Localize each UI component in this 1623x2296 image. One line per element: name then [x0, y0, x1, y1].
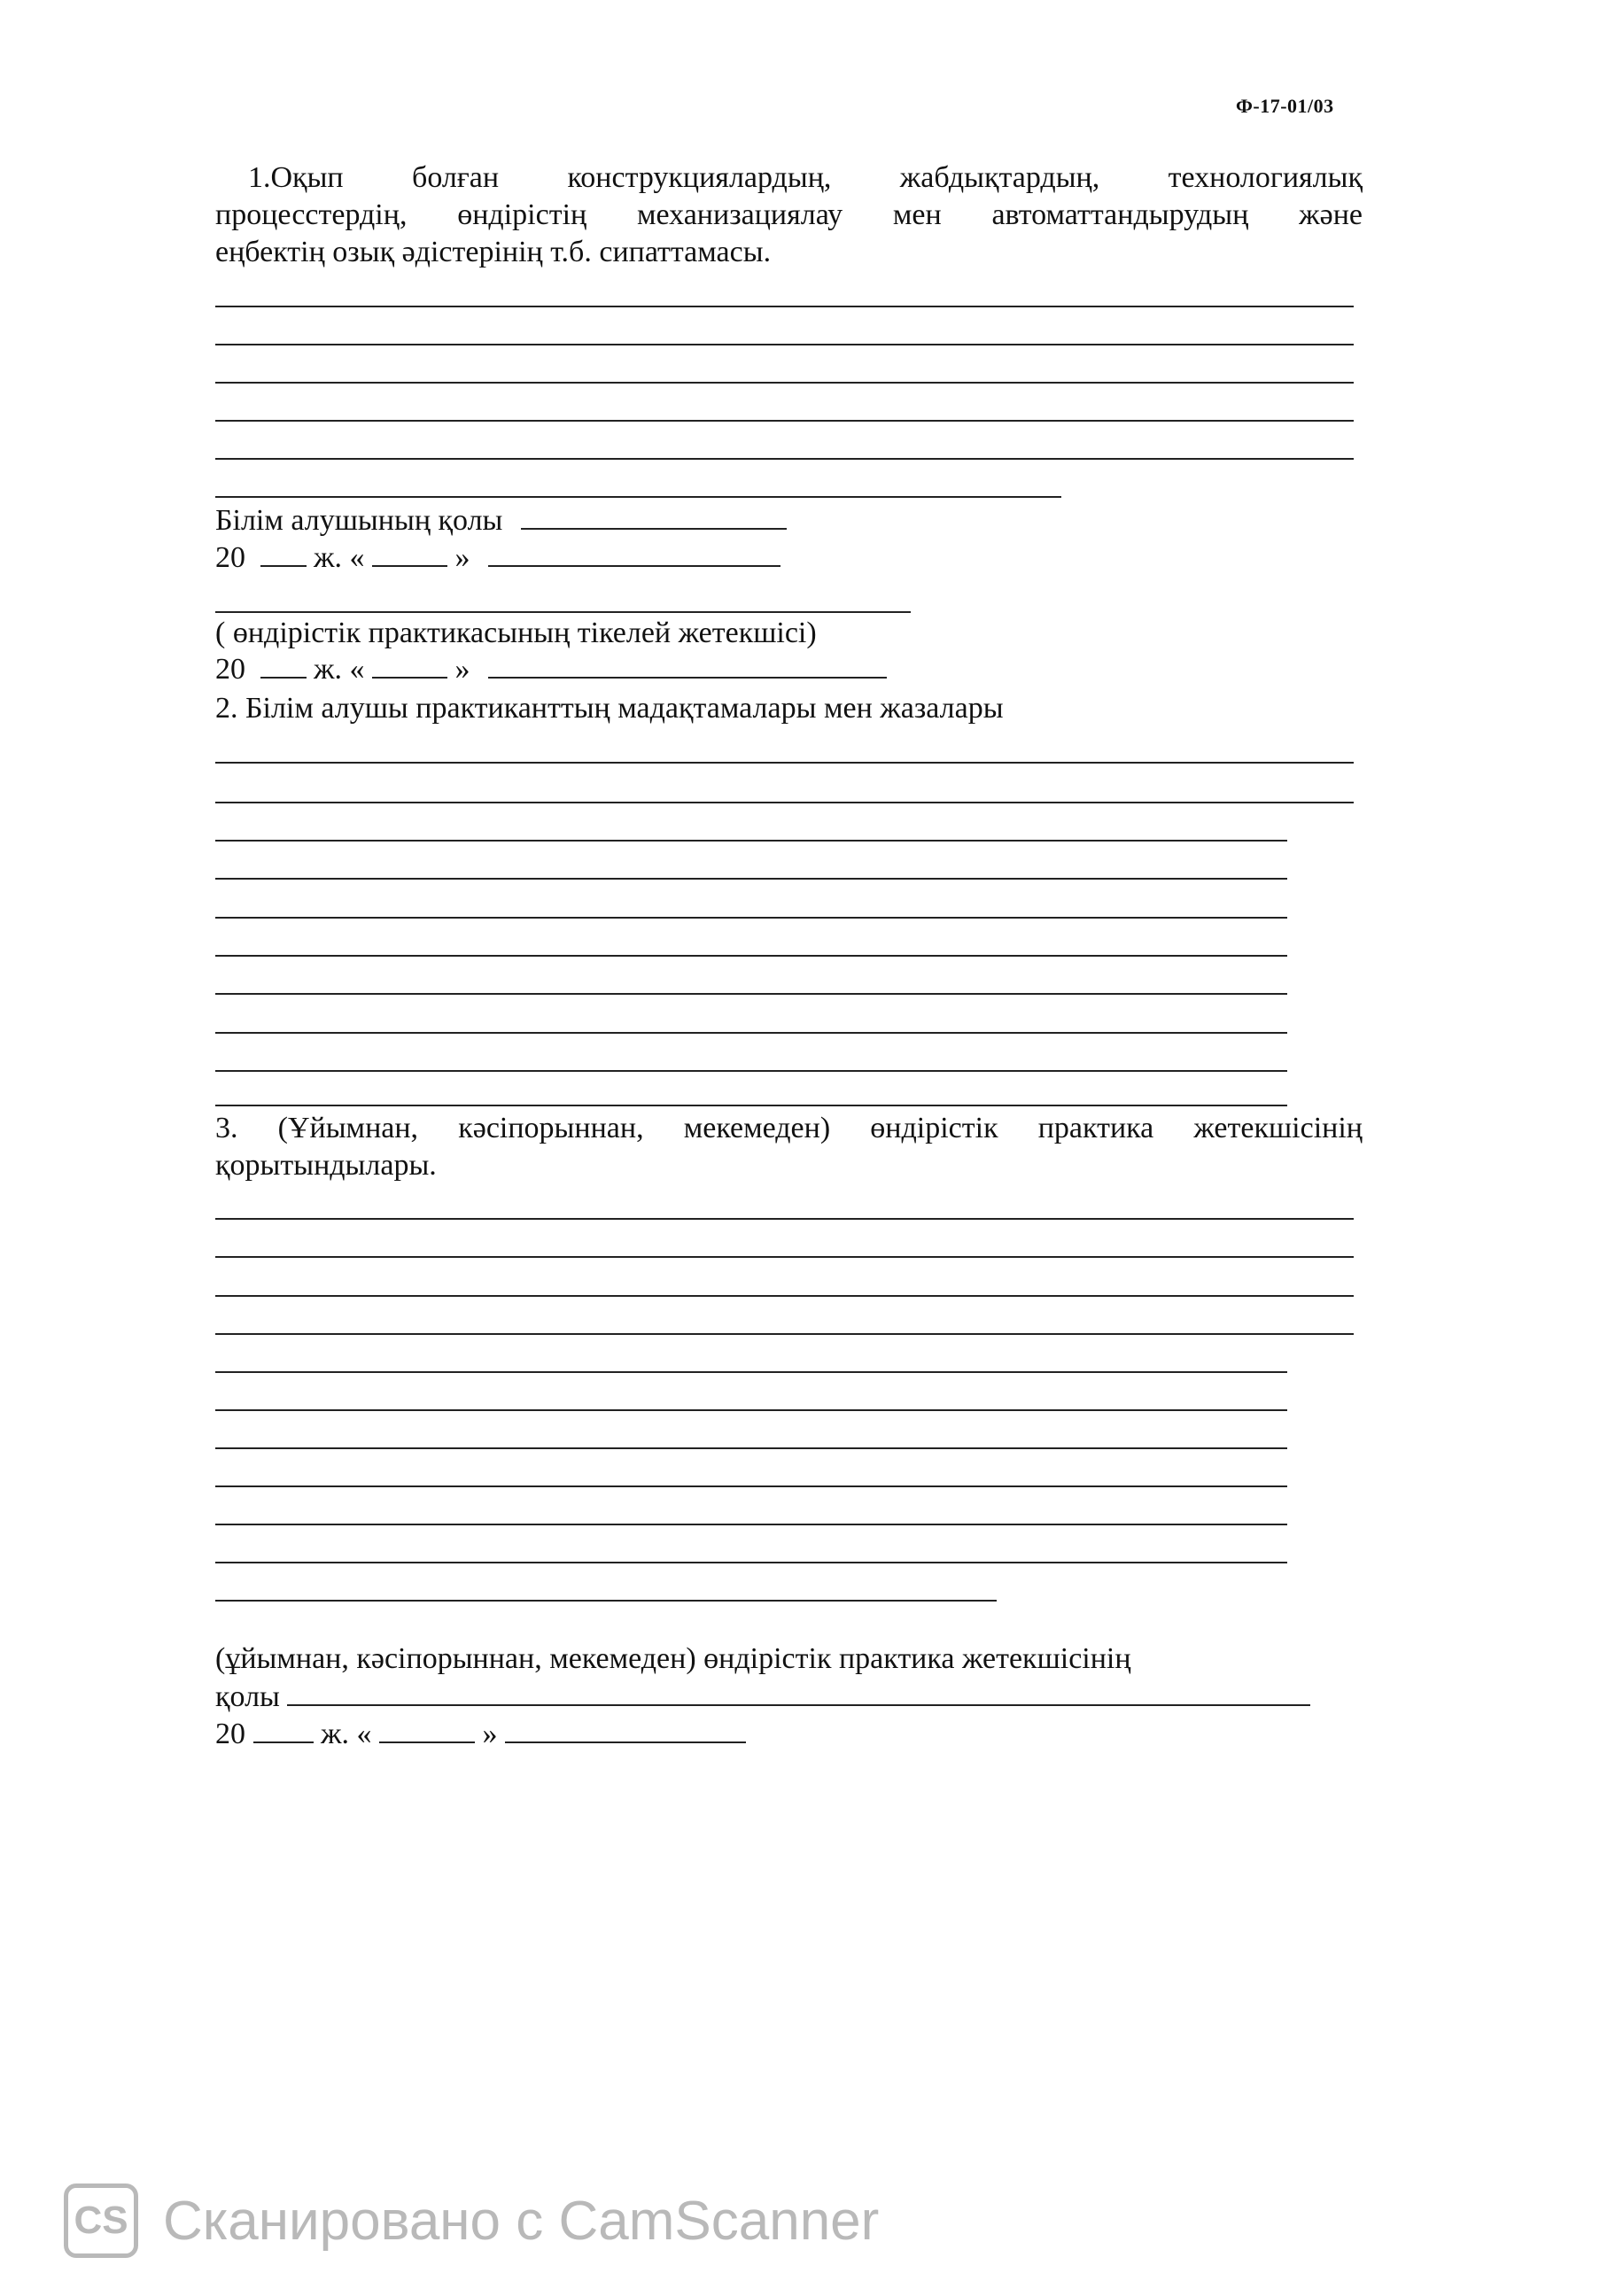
section1-line1: 1.Оқып болған конструкциялардың, жабдықтардың, технологиялық	[248, 161, 1363, 194]
section2-title: 2. Білім алушы практиканттың мадақтамалары мен жазалары	[215, 692, 1004, 725]
student-date-day-field[interactable]	[372, 539, 447, 567]
student-date-close: »	[454, 541, 470, 574]
org-date-year: 20	[215, 1718, 245, 1750]
student-date-mid: ж. «	[314, 541, 365, 574]
answer-line[interactable]	[215, 420, 1354, 422]
answer-line[interactable]	[215, 1032, 1287, 1034]
org-signature-field[interactable]	[287, 1678, 1310, 1706]
answer-line[interactable]	[215, 1562, 1287, 1563]
answer-line[interactable]	[215, 1447, 1287, 1449]
answer-line[interactable]	[215, 955, 1287, 957]
supervisor-date-month-field[interactable]	[488, 650, 887, 679]
supervisor-date-day-field[interactable]	[372, 650, 447, 679]
answer-line[interactable]	[215, 1256, 1354, 1258]
answer-line[interactable]	[215, 1218, 1354, 1220]
section3-line1: 3. (Ұйымнан, кәсіпорыннан, мекемеден) өндірістік практика жетекшісінің	[215, 1112, 1363, 1144]
answer-line[interactable]	[215, 802, 1354, 803]
supervisor-name-line[interactable]	[215, 611, 911, 613]
supervisor-date-close: »	[454, 653, 470, 686]
supervisor-date-row	[215, 650, 887, 687]
camscanner-logo-icon: CS	[64, 2184, 138, 2258]
form-code: Ф-17-01/03	[1236, 95, 1334, 117]
org-signature-row	[215, 1678, 1310, 1715]
answer-line[interactable]	[215, 1333, 1354, 1335]
answer-line[interactable]	[215, 840, 1287, 842]
answer-line[interactable]	[215, 1600, 997, 1602]
student-signature-row	[215, 501, 787, 539]
camscanner-text: Сканировано с CamScanner	[163, 2190, 880, 2252]
answer-line[interactable]	[215, 496, 1061, 498]
answer-line[interactable]	[215, 762, 1354, 764]
student-signature-field[interactable]	[521, 501, 787, 530]
answer-line[interactable]	[215, 382, 1354, 384]
section1-line2: процесстердің, өндірістің механизациялау мен автоматтандырудың және	[215, 198, 1363, 231]
answer-line[interactable]	[215, 1105, 1287, 1106]
org-signature-caption: (ұйымнан, кәсіпорыннан, мекемеден) өндірістік практика жетекшісінің	[215, 1642, 1131, 1675]
answer-line[interactable]	[215, 344, 1354, 345]
student-date-row	[215, 539, 780, 576]
org-date-day-field[interactable]	[379, 1715, 475, 1743]
answer-line[interactable]	[215, 1070, 1287, 1072]
student-date-year: 20	[215, 541, 245, 574]
org-date-month-field[interactable]	[505, 1715, 746, 1743]
org-date-mid: ж. «	[321, 1718, 372, 1750]
answer-line[interactable]	[215, 306, 1354, 307]
section3-line2: қорытындылары.	[215, 1149, 437, 1182]
supervisor-date-mid: ж. «	[314, 653, 365, 686]
answer-line[interactable]	[215, 917, 1287, 919]
org-date-close: »	[482, 1718, 498, 1750]
student-date-month-field[interactable]	[488, 539, 780, 567]
answer-line[interactable]	[215, 1295, 1354, 1297]
student-signature-label: Білім алушының қолы	[215, 504, 503, 537]
answer-line[interactable]	[215, 1485, 1287, 1487]
student-date-year-field[interactable]	[260, 539, 307, 567]
camscanner-watermark	[64, 2184, 879, 2258]
org-date-row	[215, 1715, 746, 1752]
answer-line[interactable]	[215, 993, 1287, 995]
org-signature-label: қолы	[215, 1680, 280, 1713]
section1-line3: еңбектің озық әдістерінің т.б. сипаттамасы.	[215, 236, 772, 268]
supervisor-date-year: 20	[215, 653, 245, 686]
supervisor-date-year-field[interactable]	[260, 650, 307, 679]
org-date-year-field[interactable]	[253, 1715, 314, 1743]
answer-line[interactable]	[215, 458, 1354, 460]
answer-line[interactable]	[215, 1409, 1287, 1411]
answer-line[interactable]	[215, 1524, 1287, 1525]
supervisor-caption: ( өндірістік практикасының тікелей жетекшісі)	[215, 617, 817, 649]
answer-line[interactable]	[215, 878, 1287, 880]
answer-line[interactable]	[215, 1371, 1287, 1373]
